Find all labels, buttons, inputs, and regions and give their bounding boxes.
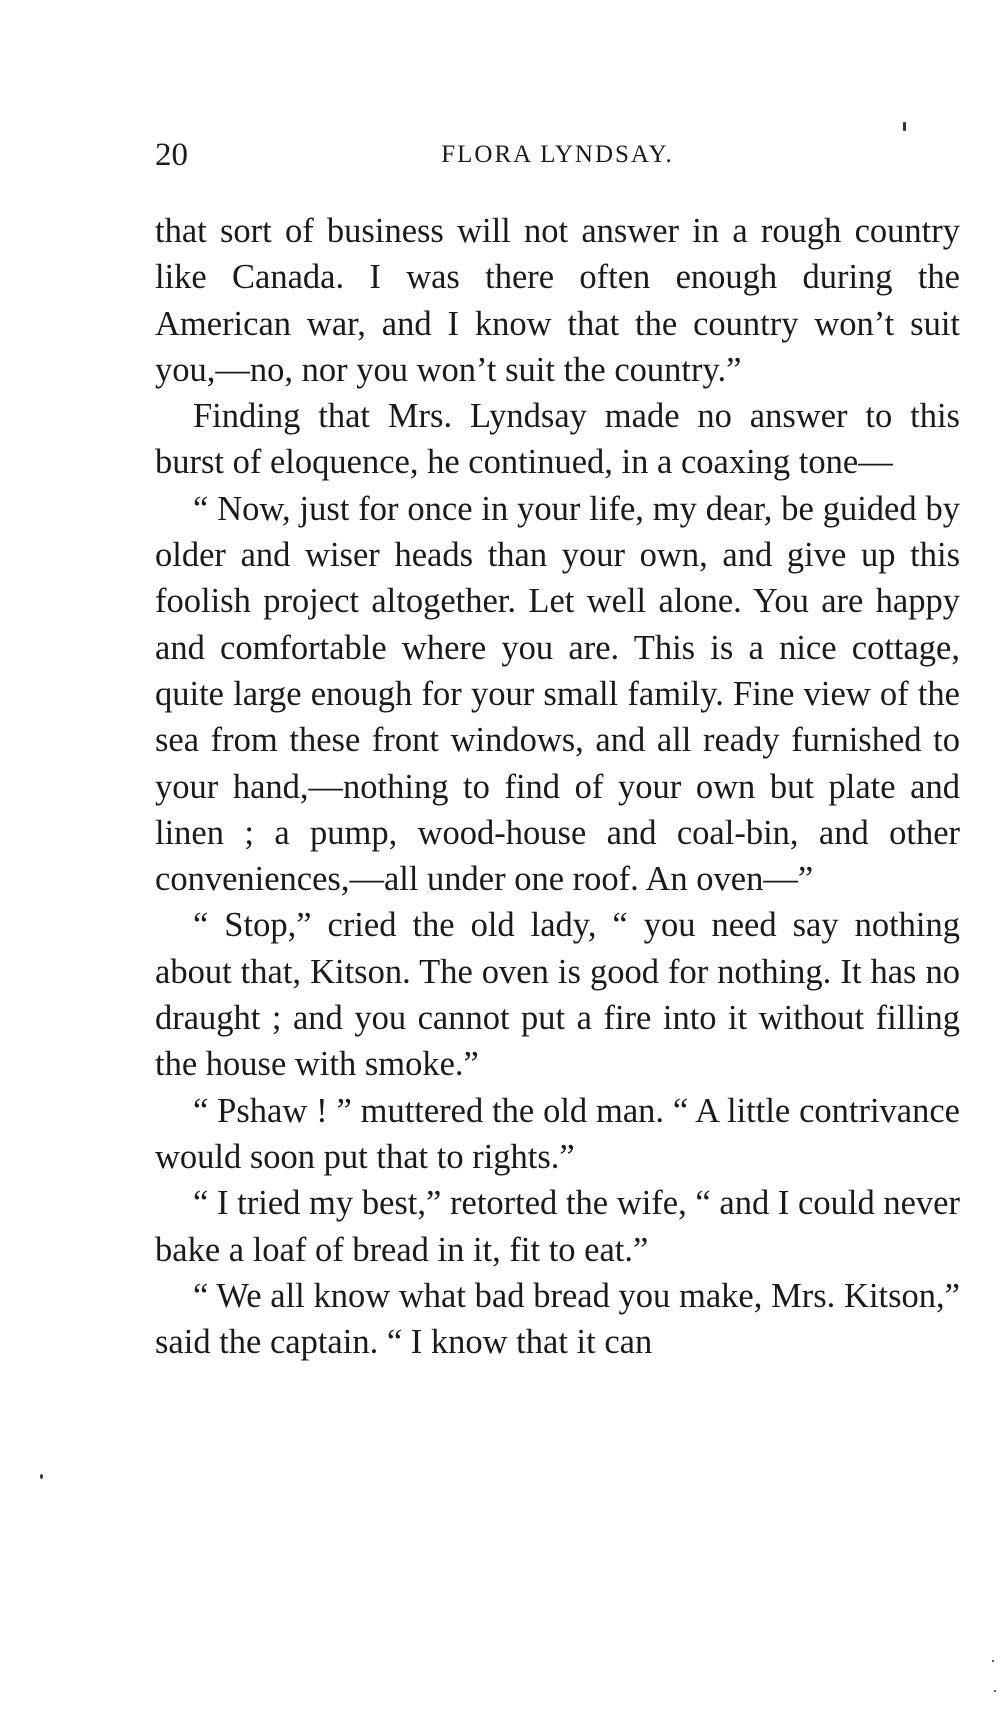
print-speck xyxy=(40,1474,43,1479)
page-number: 20 xyxy=(155,137,188,173)
running-head xyxy=(155,135,960,175)
running-title: FLORA LYNDSAY. xyxy=(441,141,674,168)
paragraph-narration: Finding that Mrs. Lyndsay made no answer to this burst of eloquence, he continued, in a coaxing tone— xyxy=(155,397,960,482)
paragraph-continuation: that sort of business will not answer in a rough country like Canada. I was there often enough during the American war, and I know that the country won’t suit you,—no, nor you won’t suit the country.” xyxy=(155,212,960,389)
print-speck xyxy=(992,1660,994,1662)
print-speck xyxy=(994,1690,996,1692)
paragraph-wife-speech: “ I tried my best,” retorted the wife, “ and I could never bake a loaf of bread in it, fit to eat.” xyxy=(155,1184,960,1269)
paragraph-captain-speech: “ Now, just for once in your life, my dear, be guided by older and wiser heads than your own, and give up this foolish project altogether. Let well alone. You are happy and comfortable where you are. This is a nice cottage, quite large enough for your small family. Fine view of the sea from these front windows, and all ready furnished to your hand,—nothing to find of your own but plate and linen ; a pump, wood-house and coal-bin, and other conveniences,—all under one roof. An oven—” xyxy=(155,489,960,899)
print-speck xyxy=(903,122,906,131)
paragraph-old-man-speech: “ Pshaw ! ” muttered the old man. “ A little contrivance would soon put that to rights.” xyxy=(155,1091,960,1176)
body-text xyxy=(155,208,960,1365)
paragraph-old-lady-speech: “ Stop,” cried the old lady, “ you need say nothing about that, Kitson. The oven is good for nothing. It has no draught ; and you cannot put a fire into it without filling the house with smoke.” xyxy=(155,906,960,1084)
paragraph-captain-reply: “ We all know what bad bread you make, Mrs. Kitson,” said the captain. “ I know that it can xyxy=(155,1276,960,1362)
